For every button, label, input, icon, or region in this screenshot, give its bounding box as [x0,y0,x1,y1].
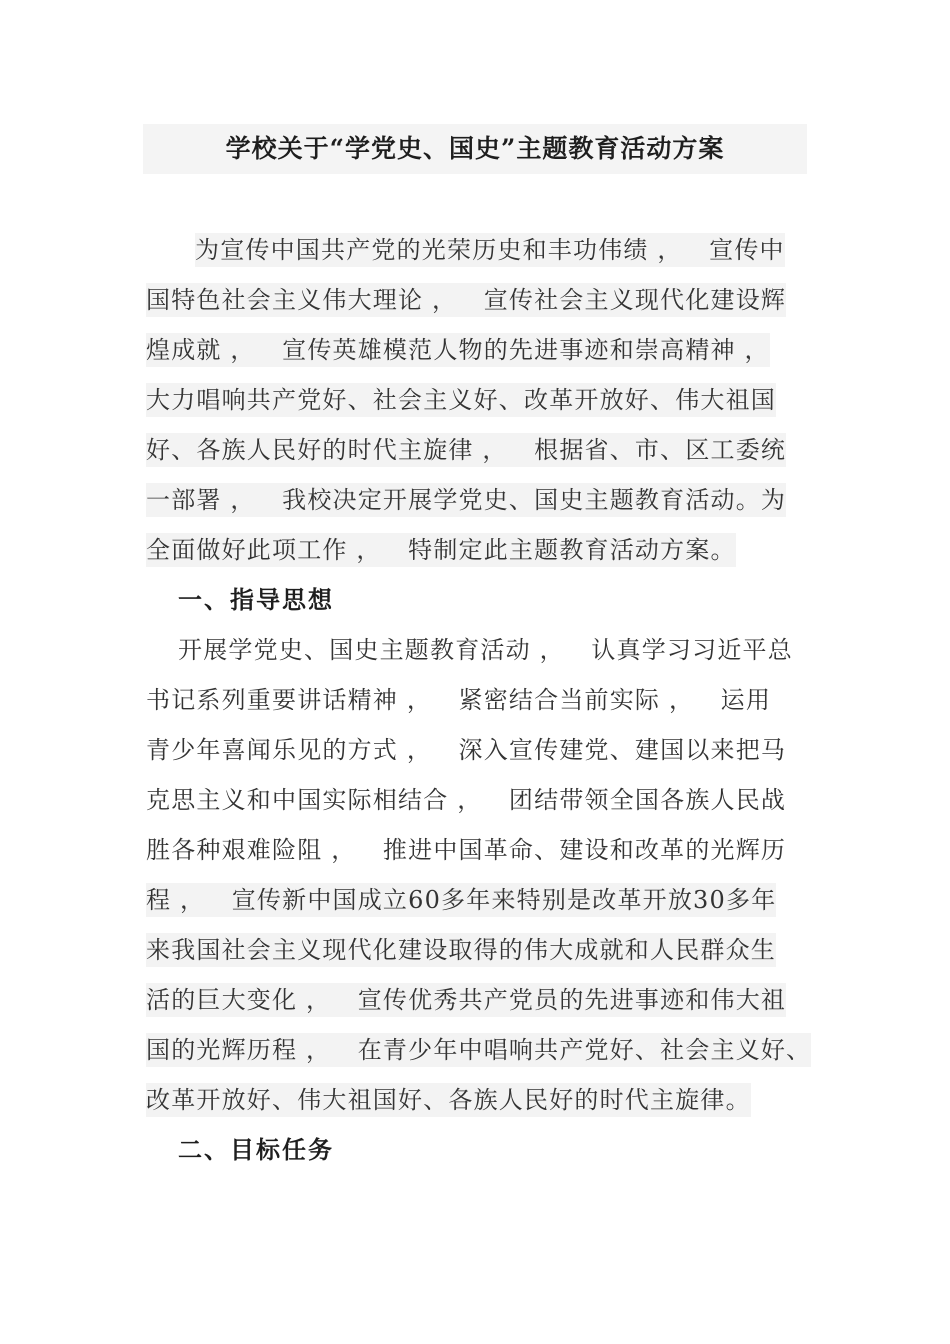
section1-line: 国的光辉历程 ， 在青少年中唱响共产党好、社会主义好、 [146,1033,811,1067]
section1-line: 来我国社会主义现代化建设取得的伟大成就和人民群众生 [146,933,776,967]
section1-line: 书记系列重要讲话精神 ， 紧密结合当前实际 ， 运用 [146,686,772,714]
intro-line: 煌成就 ， 宣传英雄模范人物的先进事迹和崇高精神 ， [146,333,770,367]
section1-line: 程 ， 宣传新中国成立60多年来特别是改革开放30多年 [146,883,776,917]
section1-line: 克思主义和中国实际相结合 ， 团结带领全国各族人民战 [146,786,787,814]
section1-line: 改革开放好、伟大祖国好、各族人民好的时代主旋律。 [146,1083,751,1117]
section-heading-goals-tasks: 二、目标任务 [178,1135,334,1164]
section-heading-guiding-ideology: 一、指导思想 [178,585,334,614]
intro-line: 国特色社会主义伟大理论 ， 宣传社会主义现代化建设辉 [146,283,786,317]
section1-line: 青少年喜闻乐见的方式 ， 深入宣传建党、建国以来把马 [146,736,787,764]
intro-line: 好、各族人民好的时代主旋律 ， 根据省、市、区工委统 [146,433,786,467]
intro-line: 为宣传中国共产党的光荣历史和丰功伟绩 ， 宣传中 [195,233,785,267]
intro-line: 全面做好此项工作 ， 特制定此主题教育活动方案。 [146,533,736,567]
intro-line: 大力唱响共产党好、社会主义好、改革开放好、伟大祖国 [146,383,776,417]
section1-line: 活的巨大变化 ， 宣传优秀共产党员的先进事迹和伟大祖 [146,983,786,1017]
section1-line: 胜各种艰难险阻 ， 推进中国革命、建设和改革的光辉历 [146,836,787,864]
intro-line: 一部署 ， 我校决定开展学党史、国史主题教育活动。为 [146,483,786,517]
section1-line: 开展学党史、国史主题教育活动 ， 认真学习习近平总 [178,636,793,664]
document-title: 学校关于“学党史、国史”主题教育活动方案 [225,134,725,163]
